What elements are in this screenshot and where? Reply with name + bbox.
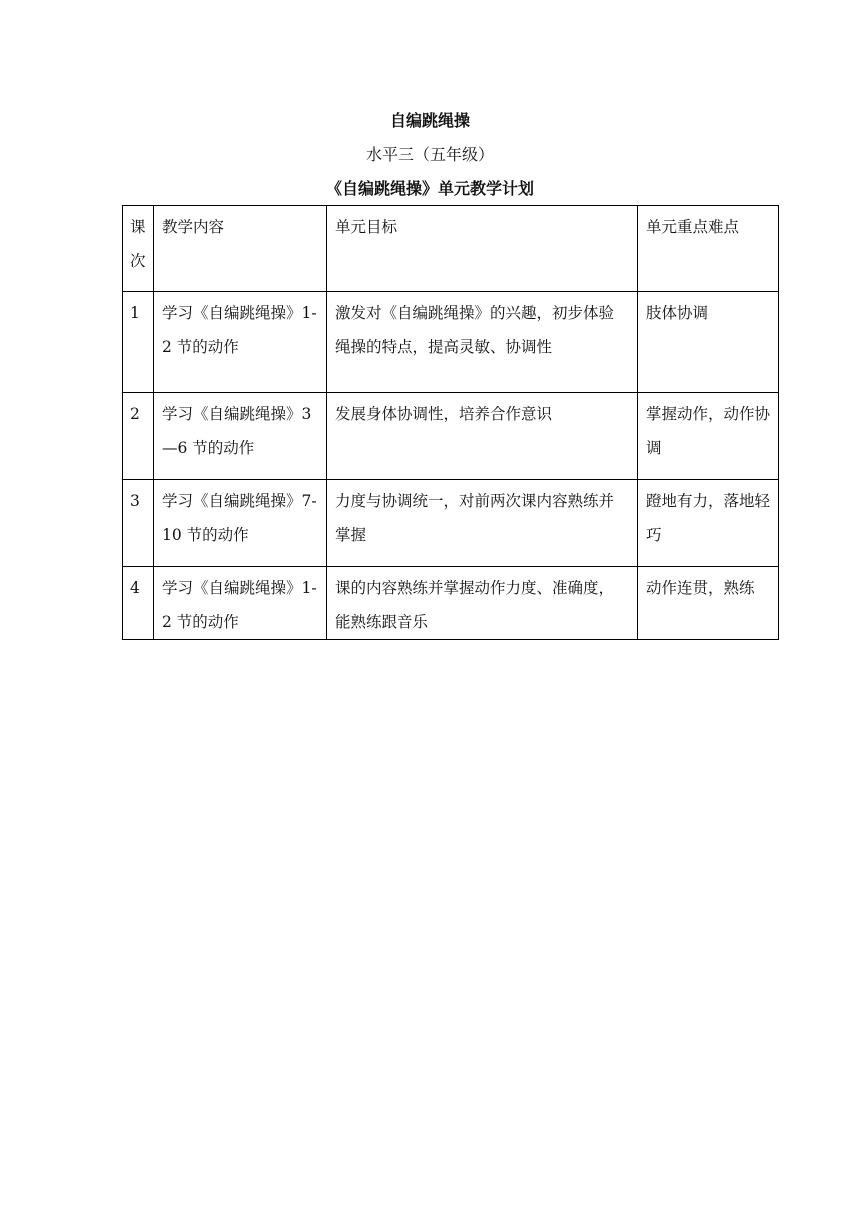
table-row xyxy=(123,480,779,567)
header-goal: 单元目标 xyxy=(327,206,638,292)
cell-content: 学习《自编跳绳操》1-2 节的动作 xyxy=(154,567,327,640)
cell-lesson: 1 xyxy=(123,292,154,393)
cell-goal: 激发对《自编跳绳操》的兴趣，初步体验绳操的特点，提高灵敏、协调性 xyxy=(327,292,638,393)
table-row xyxy=(123,393,779,480)
cell-lesson: 4 xyxy=(123,567,154,640)
cell-lesson: 2 xyxy=(123,393,154,480)
table-title: 《自编跳绳操》单元教学计划 xyxy=(325,179,534,198)
document-title: 自编跳绳操 xyxy=(389,111,470,130)
cell-content: 学习《自编跳绳操》7-10 节的动作 xyxy=(154,480,327,567)
header-lesson: 课次 xyxy=(123,206,154,292)
cell-goal: 发展身体协调性，培养合作意识 xyxy=(327,393,638,480)
table-row xyxy=(123,292,779,393)
cell-key-points: 掌握动作，动作协调 xyxy=(638,393,779,480)
header-key-points: 单元重点难点 xyxy=(638,206,779,292)
cell-key-points: 蹬地有力，落地轻巧 xyxy=(638,480,779,567)
document-subtitle: 水平三（五年级） xyxy=(365,145,494,164)
cell-content: 学习《自编跳绳操》3—6 节的动作 xyxy=(154,393,327,480)
cell-content: 学习《自编跳绳操》1-2 节的动作 xyxy=(154,292,327,393)
cell-lesson: 3 xyxy=(123,480,154,567)
table-header-row xyxy=(123,206,779,292)
header-content: 教学内容 xyxy=(154,206,327,292)
table-row xyxy=(123,567,779,640)
cell-goal: 力度与协调统一，对前两次课内容熟练并掌握 xyxy=(327,480,638,567)
cell-goal: 课的内容熟练并掌握动作力度、准确度，能熟练跟音乐 xyxy=(327,567,638,640)
cell-key-points: 动作连贯，熟练 xyxy=(638,567,779,640)
cell-key-points: 肢体协调 xyxy=(638,292,779,393)
teaching-plan-table xyxy=(122,205,779,640)
